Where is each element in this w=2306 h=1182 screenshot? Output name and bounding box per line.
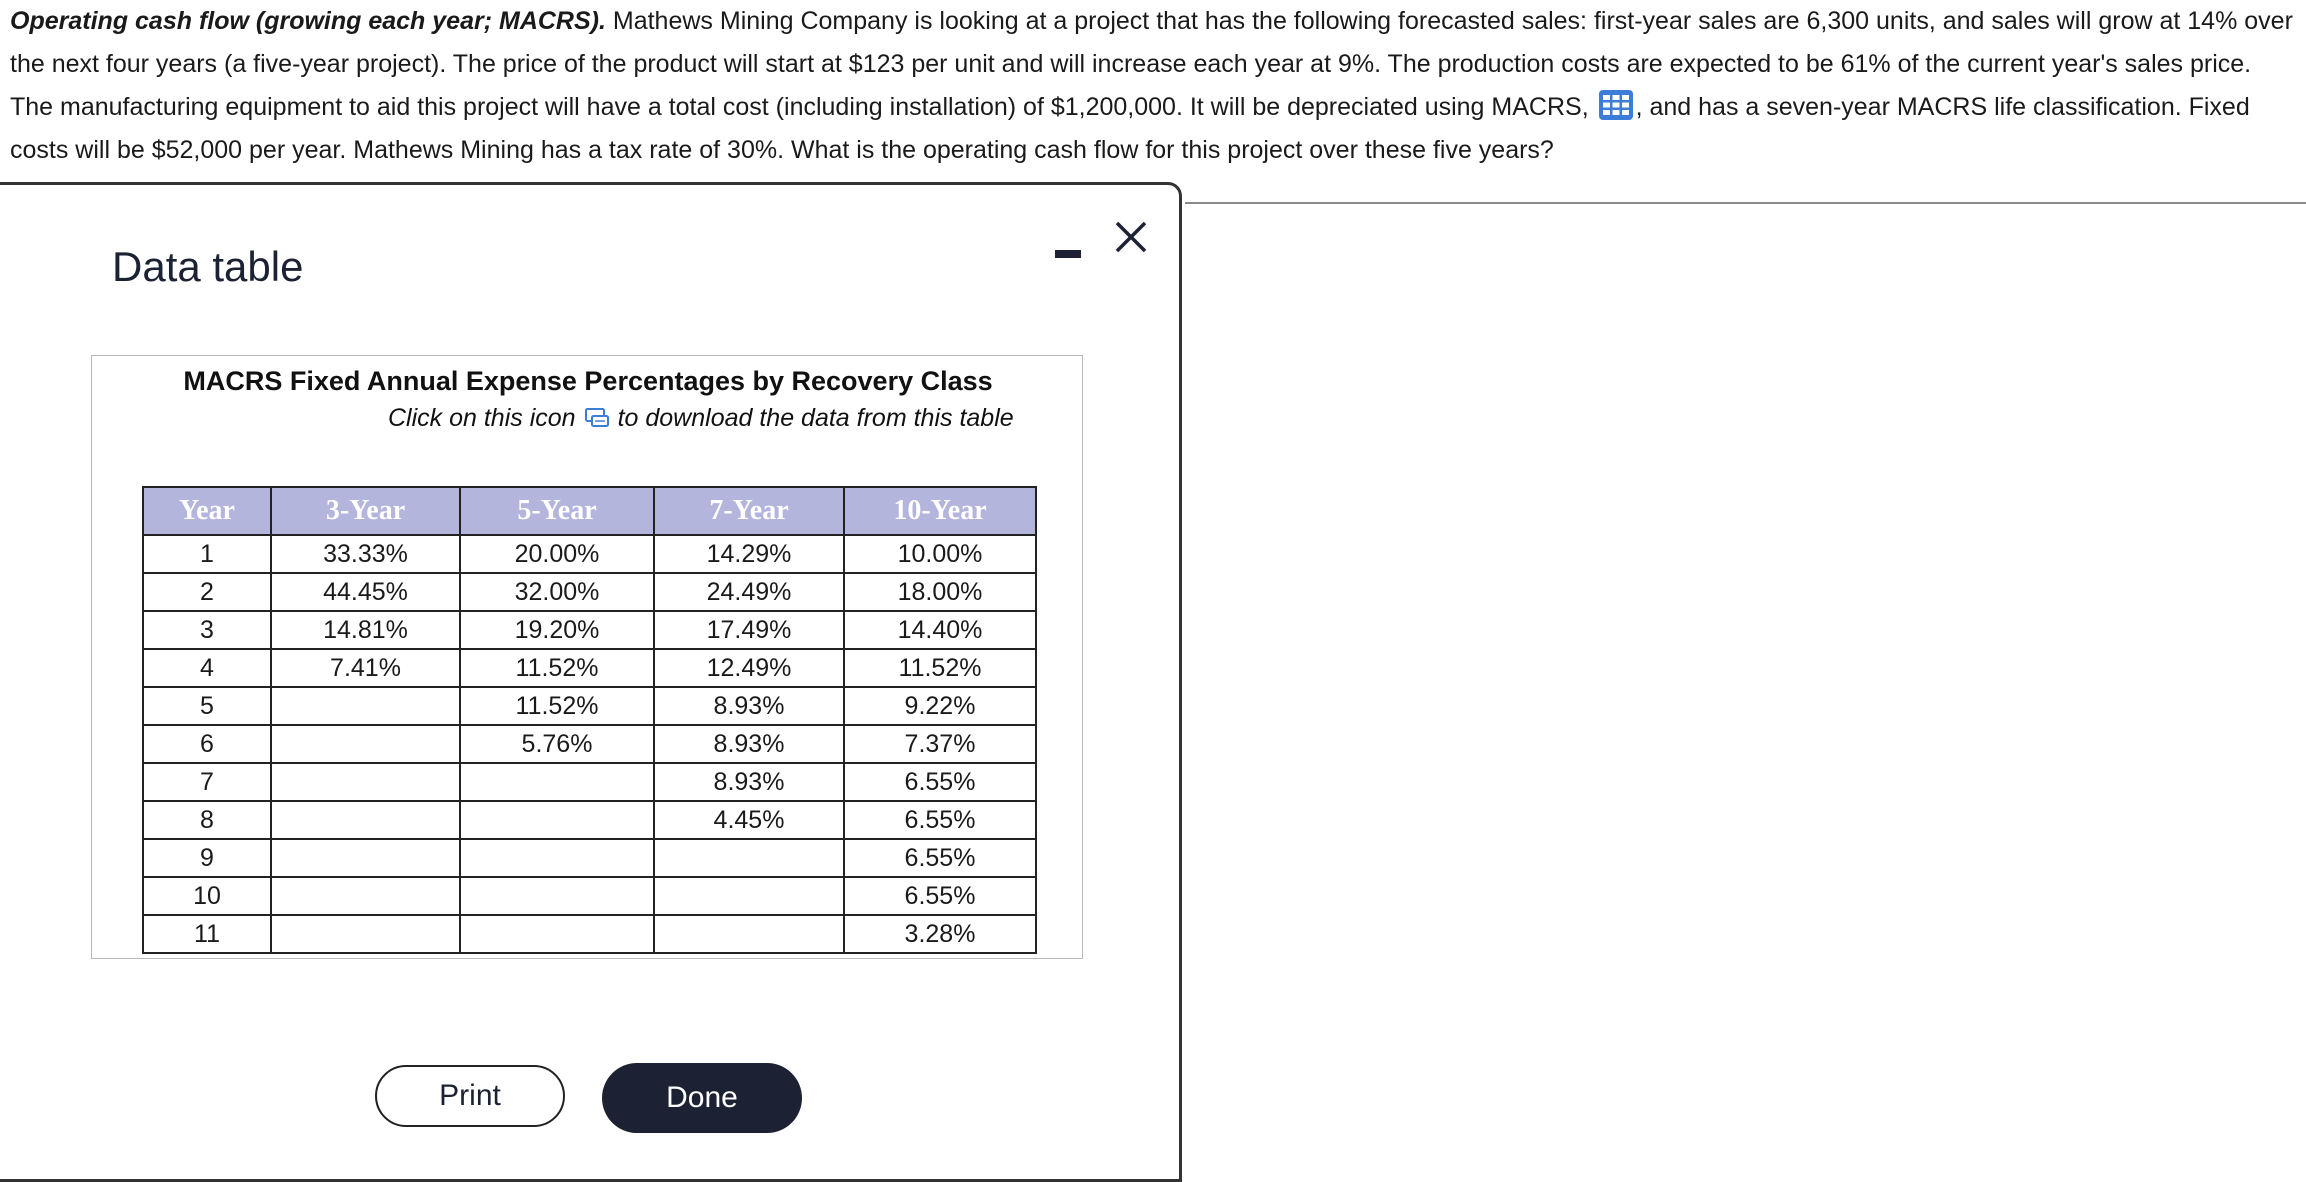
year-cell: 2 [143,573,271,611]
macrs-table [142,486,1037,954]
table-cell [654,839,844,877]
download-hint-before: Click on this icon [388,404,576,432]
table-cell: 8.93% [654,687,844,725]
year-cell: 9 [143,839,271,877]
table-row [143,535,1036,573]
year-cell: 4 [143,649,271,687]
close-icon [1111,217,1151,257]
table-cell: 14.40% [844,611,1036,649]
download-hint-after: to download the data from this table [617,404,1014,432]
table-cell [460,877,654,915]
table-cell: 3.28% [844,915,1036,953]
table-cell [460,763,654,801]
table-cell: 9.22% [844,687,1036,725]
problem-lead: Operating cash flow (growing each year; MACRS). [10,7,606,35]
year-cell: 6 [143,725,271,763]
table-cell: 11.52% [844,649,1036,687]
table-cell: 14.29% [654,535,844,573]
table-cell [460,839,654,877]
table-cell: 8.93% [654,725,844,763]
table-row [143,839,1036,877]
table-cell: 11.52% [460,649,654,687]
table-cell [654,877,844,915]
table-cell [271,763,460,801]
minimize-button[interactable] [1052,231,1086,265]
table-cell: 8.93% [654,763,844,801]
column-header-3-year: 3-Year [271,487,460,535]
table-cell [460,915,654,953]
table-row [143,649,1036,687]
table-cell [271,915,460,953]
table-row [143,725,1036,763]
table-cell: 17.49% [654,611,844,649]
problem-text-part1: Mathews Mining Company is looking at a project that has the following forecasted sales: first-year sales are 6,300 units, and sales will grow at 14% over the next four years (a five-year project). The price of the product will start at $123 per unit and will increase each year at 9%. The production costs are expected to be 61% of the current year's sales price. The manufacturing equipment to aid this project will have a total cost (including installation) of $1,200,000. It will be depreciated using MACRS, [10,7,2293,121]
table-heading: MACRS Fixed Annual Expense Percentages by Recovery Class [183,366,993,396]
table-download-hint [388,404,1014,433]
table-cell: 14.81% [271,611,460,649]
column-header-10-year: 10-Year [844,487,1036,535]
problem-text-part2: , and has a seven-year MACRS life classification. Fixed costs will be $52,000 per year. Mathews Mining has a tax rate of 30%. What is the operating cash flow for this project over these five years? [10,93,2250,164]
table-cell [460,801,654,839]
table-cell: 24.49% [654,573,844,611]
table-cell: 10.00% [844,535,1036,573]
table-cell: 6.55% [844,877,1036,915]
table-cell [271,877,460,915]
year-cell: 3 [143,611,271,649]
table-cell: 18.00% [844,573,1036,611]
table-header-row [143,487,1036,535]
year-cell: 11 [143,915,271,953]
table-cell: 7.41% [271,649,460,687]
table-cell [271,687,460,725]
table-row [143,877,1036,915]
table-row [143,801,1036,839]
table-cell [271,839,460,877]
table-cell: 44.45% [271,573,460,611]
table-row [143,687,1036,725]
column-header-5-year: 5-Year [460,487,654,535]
table-grid-icon[interactable] [1598,89,1634,121]
table-cell [271,801,460,839]
table-cell [654,915,844,953]
table-cell: 33.33% [271,535,460,573]
problem-statement [10,0,2300,172]
minimize-icon [1052,231,1086,265]
table-cell: 7.37% [844,725,1036,763]
column-header-7-year: 7-Year [654,487,844,535]
table-row [143,915,1036,953]
year-cell: 10 [143,877,271,915]
close-button[interactable] [1111,217,1151,257]
year-cell: 5 [143,687,271,725]
table-cell: 4.45% [654,801,844,839]
dialog-title: Data table [112,243,304,290]
table-row [143,763,1036,801]
data-table-dialog [0,182,1182,1182]
year-cell: 8 [143,801,271,839]
table-cell: 11.52% [460,687,654,725]
table-row [143,573,1036,611]
year-cell: 7 [143,763,271,801]
table-cell: 6.55% [844,801,1036,839]
macrs-table-panel [91,355,1083,959]
print-button[interactable]: Print [375,1065,565,1127]
table-cell: 6.55% [844,839,1036,877]
table-cell: 6.55% [844,763,1036,801]
table-cell: 20.00% [460,535,654,573]
done-button[interactable]: Done [602,1063,802,1133]
download-icon[interactable] [584,407,610,429]
content-divider [1185,202,2306,204]
table-cell [271,725,460,763]
table-cell: 32.00% [460,573,654,611]
table-row [143,611,1036,649]
column-header-year: Year [143,487,271,535]
table-cell: 19.20% [460,611,654,649]
table-cell: 12.49% [654,649,844,687]
table-cell: 5.76% [460,725,654,763]
year-cell: 1 [143,535,271,573]
